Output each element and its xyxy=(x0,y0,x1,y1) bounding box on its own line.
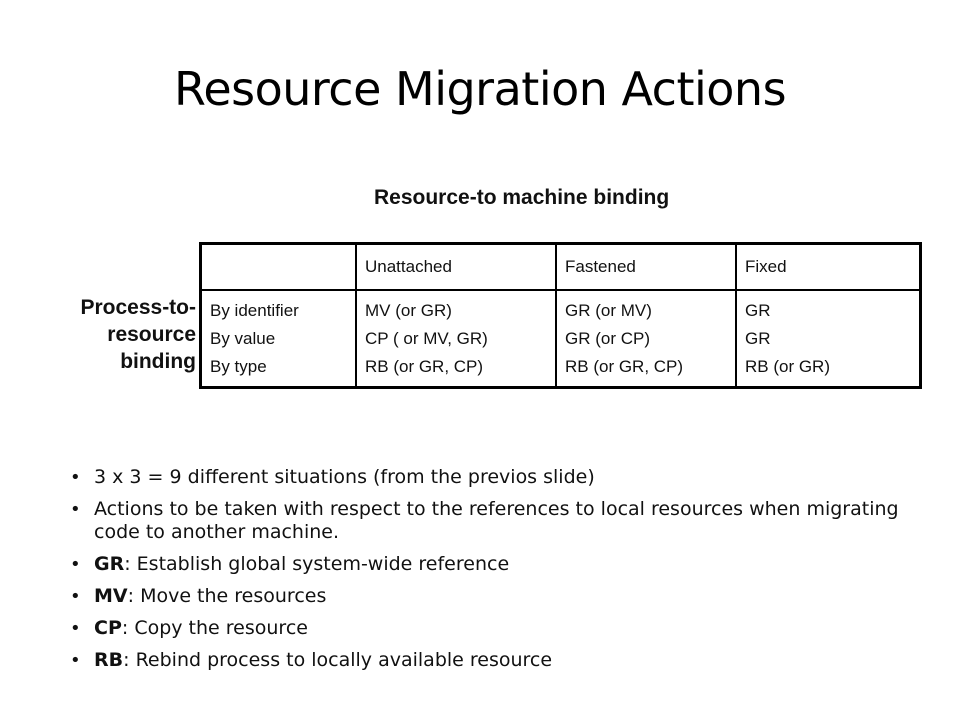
table-header-row xyxy=(201,244,921,291)
bullet-term: CP xyxy=(94,617,122,639)
header-cell-fastened: Fastened xyxy=(556,244,736,291)
header-cell-unattached: Unattached xyxy=(356,244,556,291)
bullet-text: : Move the resources xyxy=(127,585,327,607)
bullet-term: RB xyxy=(94,649,124,671)
figure-caption: Resource-to machine binding xyxy=(374,186,670,209)
table-cell: MV (or GR) xyxy=(365,301,452,320)
slide-title: Resource Migration Actions xyxy=(173,62,787,116)
row-label: By value xyxy=(210,329,276,348)
bullet-dot-icon: • xyxy=(70,618,81,639)
bullet-dot-icon: • xyxy=(70,586,81,607)
header-cell-fixed: Fixed xyxy=(736,244,921,291)
table-cell: GR (or CP) xyxy=(565,329,650,348)
table-cell: CP ( or MV, GR) xyxy=(365,329,488,348)
bullet-text: Actions to be taken with respect to the references to local resources when migrating code to another machine. xyxy=(94,498,899,543)
table-cell: GR xyxy=(745,329,771,348)
bullet-text: : Establish global system-wide reference xyxy=(124,553,510,575)
bullet-dot-icon: • xyxy=(70,650,81,671)
bullet-text: 3 x 3 = 9 different situations (from the previos slide) xyxy=(94,466,595,488)
bullet-list xyxy=(70,466,920,681)
row-axis-label-line: resource xyxy=(107,323,196,346)
row-axis-label xyxy=(60,294,196,375)
row-axis-label-line: Process-to- xyxy=(80,296,196,319)
bullet-item xyxy=(70,585,920,608)
bullet-dot-icon: • xyxy=(70,499,81,520)
row-label: By identifier xyxy=(210,301,299,320)
binding-table xyxy=(199,242,922,389)
bullet-item xyxy=(70,617,920,640)
bullet-text: : Copy the resource xyxy=(121,617,308,639)
bullet-item xyxy=(70,498,920,544)
table-cell: GR xyxy=(745,301,771,320)
fastened-column-cell xyxy=(556,290,736,388)
unattached-column-cell xyxy=(356,290,556,388)
table-cell: RB (or GR, CP) xyxy=(365,357,484,376)
table-cell: RB (or GR, CP) xyxy=(565,357,684,376)
bullet-term: GR xyxy=(94,553,125,575)
bullet-item xyxy=(70,649,920,672)
bullet-text: : Rebind process to locally available resource xyxy=(123,649,553,671)
bullet-item xyxy=(70,466,920,489)
bullet-term: MV xyxy=(94,585,128,607)
bullet-dot-icon: • xyxy=(70,467,81,488)
table-body-row xyxy=(201,290,921,388)
row-labels-cell xyxy=(201,290,357,388)
row-axis-label-line: binding xyxy=(120,350,196,373)
bullet-item xyxy=(70,553,920,576)
bullet-dot-icon: • xyxy=(70,554,81,575)
table-cell: RB (or GR) xyxy=(745,357,830,376)
row-label: By type xyxy=(210,357,267,376)
fixed-column-cell xyxy=(736,290,921,388)
table-cell: GR (or MV) xyxy=(565,301,652,320)
header-cell-empty xyxy=(201,244,357,291)
